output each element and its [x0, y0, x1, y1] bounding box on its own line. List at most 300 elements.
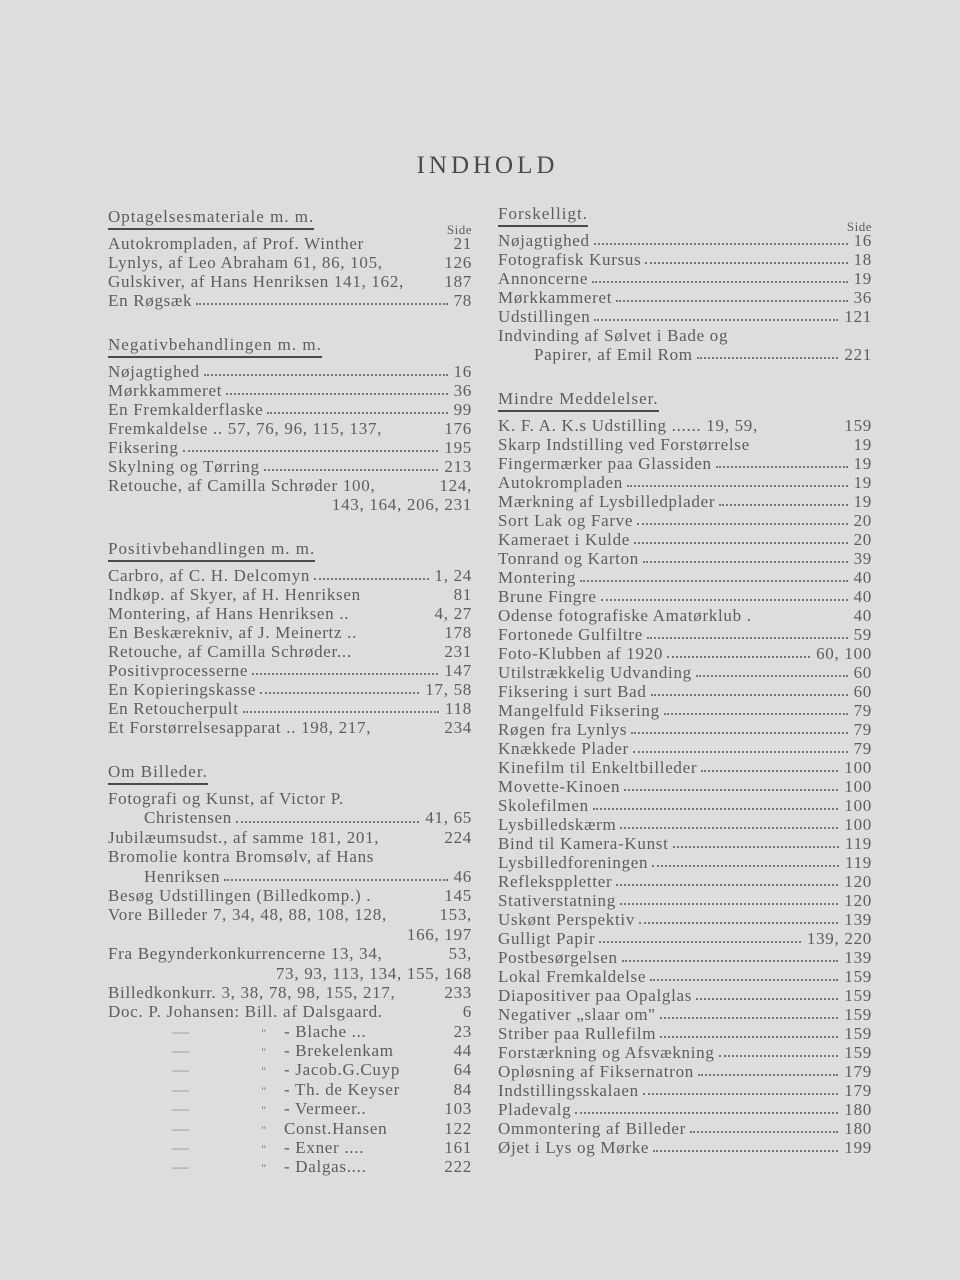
- dot-leader: [716, 466, 848, 468]
- entry-title: Movette-Kinoen: [498, 777, 621, 796]
- entry-title: Mørkkammeret: [108, 381, 223, 400]
- entry-pages: 4, 27: [434, 604, 472, 623]
- toc-entry: [108, 585, 472, 604]
- entry-title: Autokrompladen, af Prof. Winther: [108, 234, 365, 253]
- section-header: [108, 536, 472, 562]
- toc-entry: [108, 1138, 472, 1157]
- toc-entry: [108, 362, 472, 381]
- toc-entry: [108, 476, 472, 495]
- dot-leader: [624, 789, 838, 791]
- section-header: [498, 201, 872, 234]
- entry-pages: 103: [444, 1099, 472, 1119]
- toc-entry: [108, 699, 472, 718]
- toc-entry: [498, 1119, 872, 1138]
- entry-title: Kameraet i Kulde: [498, 530, 631, 549]
- entry-pages: 159: [844, 416, 872, 435]
- entry-title: - Th. de Keyser: [284, 1079, 400, 1099]
- dot-leader: [314, 578, 428, 580]
- dot-leader: [616, 884, 838, 886]
- entry-title: Knækkede Plader: [498, 739, 629, 758]
- entry-pages: 195: [444, 438, 472, 457]
- dot-leader: [653, 1150, 838, 1152]
- entry-title: Negativer „slaar om": [498, 1005, 656, 1024]
- section-header: [498, 386, 872, 412]
- section-heading: Mindre Meddelelser.: [498, 389, 659, 412]
- entry-pages: 118: [445, 699, 472, 718]
- dot-leader: [650, 979, 838, 981]
- entry-pages: 159: [844, 1005, 872, 1024]
- dot-leader: [592, 281, 848, 283]
- toc-entry: [498, 1138, 872, 1157]
- toc-entry: [108, 847, 472, 866]
- dot-leader: [637, 523, 847, 525]
- ditto-mark: ": [261, 1142, 267, 1157]
- entry-title: Skylning og Tørring: [108, 457, 260, 476]
- section-header: [108, 204, 472, 237]
- entry-pages: 36: [453, 381, 472, 400]
- toc-entry: [108, 400, 472, 419]
- entry-title: Mørkkammeret: [498, 288, 613, 307]
- toc-entry: [498, 511, 872, 530]
- toc-entry: [498, 948, 872, 967]
- entry-pages: 64: [453, 1060, 472, 1080]
- ditto-mark: ": [261, 1122, 267, 1137]
- entry-title: Lokal Fremkaldelse: [498, 967, 647, 986]
- entry-title: Papirer, af Emil Rom: [534, 345, 693, 364]
- dot-leader: [226, 393, 447, 395]
- entry-pages: 59: [853, 625, 872, 644]
- entry-pages: 19: [853, 473, 872, 492]
- toc-entry: [498, 568, 872, 587]
- dot-leader: [696, 675, 848, 677]
- toc-entry: [108, 291, 472, 310]
- entry-pages: 224: [444, 827, 472, 847]
- ditto-mark: ": [261, 1025, 267, 1040]
- toc-entry: [498, 530, 872, 549]
- dot-leader: [696, 998, 838, 1000]
- toc-entry: [498, 288, 872, 307]
- dot-leader: [673, 846, 840, 848]
- toc-entry: [498, 967, 872, 986]
- entry-title: Nøjagtighed: [498, 231, 590, 250]
- toc-entry: [108, 828, 472, 847]
- entry-title: Uskønt Perspektiv: [498, 910, 636, 929]
- dot-leader: [631, 732, 847, 734]
- entry-pages: 23: [453, 1021, 472, 1041]
- entry-title: Gulskiver, af Hans Henriksen 141, 162,: [108, 272, 404, 291]
- entry-title: - Brekelenkam: [284, 1041, 394, 1061]
- dot-leader: [652, 865, 839, 867]
- entry-title: Bind til Kamera-Kunst: [498, 834, 669, 853]
- entry-pages: 231: [444, 642, 472, 661]
- dot-leader: [260, 692, 419, 694]
- dot-leader: [601, 599, 848, 601]
- entry-pages: 121: [844, 307, 872, 326]
- dot-leader: [660, 1017, 839, 1019]
- entry-title: Fremkaldelse .. 57, 76, 96, 115, 137,: [108, 419, 383, 438]
- entry-pages: 79: [853, 701, 872, 720]
- ditto-dash: —: [172, 1118, 190, 1138]
- toc-entry: [498, 929, 872, 948]
- toc-entry: [108, 1099, 472, 1118]
- entry-title: Ommontering af Billeder: [498, 1119, 686, 1138]
- dot-leader: [698, 1074, 838, 1076]
- dot-leader: [224, 879, 447, 881]
- page-column-label: Side: [846, 219, 872, 234]
- toc-entry: [108, 661, 472, 680]
- toc-entry: [108, 925, 472, 944]
- toc-entry: [108, 566, 472, 585]
- toc-entry: [498, 345, 872, 364]
- entry-pages: 60, 100: [816, 644, 872, 663]
- toc-entry: [498, 1005, 872, 1024]
- entry-title: Fiksering i surt Bad: [498, 682, 647, 701]
- dot-leader: [690, 1131, 838, 1133]
- entry-title: En Røgsæk: [108, 291, 193, 310]
- toc-entry: [498, 1024, 872, 1043]
- entry-pages: 139: [844, 948, 872, 967]
- dot-leader: [639, 922, 838, 924]
- ditto-mark: ": [261, 1045, 267, 1060]
- entry-pages: 40: [853, 606, 872, 625]
- toc-entry: [498, 891, 872, 910]
- entry-pages: 139, 220: [806, 929, 872, 948]
- entry-title: Skarp Indstilling ved Forstørrelse: [498, 435, 750, 454]
- dot-leader: [651, 694, 848, 696]
- entry-pages: 222: [444, 1157, 472, 1177]
- toc-left-column: [108, 204, 472, 1177]
- entry-pages: 180: [844, 1100, 872, 1119]
- dot-leader: [719, 504, 847, 506]
- entry-pages: 179: [844, 1081, 872, 1100]
- entry-pages: 166, 197: [406, 924, 472, 944]
- toc-entry: [108, 381, 472, 400]
- entry-title: Fotografisk Kursus: [498, 250, 642, 269]
- entry-pages: 213: [444, 457, 472, 476]
- toc-section: [498, 201, 872, 364]
- entry-title: Refleksppletter: [498, 872, 613, 891]
- dot-leader: [620, 903, 838, 905]
- toc-entry: [498, 1081, 872, 1100]
- section-heading: Positivbehandlingen m. m.: [108, 539, 315, 562]
- entry-pages: 100: [844, 758, 872, 777]
- dot-leader: [264, 469, 439, 471]
- toc-entry: [108, 457, 472, 476]
- dot-leader: [643, 561, 848, 563]
- section-header: [108, 759, 472, 785]
- entry-pages: 159: [844, 1024, 872, 1043]
- entry-pages: 126: [444, 253, 472, 272]
- entry-title: Forstærkning og Afsvækning: [498, 1043, 715, 1062]
- entry-title: Pladevalg: [498, 1100, 572, 1119]
- dot-leader: [660, 1036, 838, 1038]
- toc-entry: [498, 701, 872, 720]
- entry-title: Vore Billeder 7, 34, 48, 88, 108, 128,: [108, 905, 387, 925]
- toc-entry: [108, 1119, 472, 1138]
- entry-pages: 120: [844, 872, 872, 891]
- toc-section: [108, 536, 472, 737]
- entry-title: Skolefilmen: [498, 796, 589, 815]
- entry-title: Autokrompladen: [498, 473, 623, 492]
- entry-title: Mangelfuld Fiksering: [498, 701, 660, 720]
- entry-title: Bromolie kontra Bromsølv, af Hans: [108, 847, 375, 867]
- dot-leader: [580, 580, 848, 582]
- ditto-dash: —: [172, 1041, 190, 1061]
- entry-pages: 153,: [439, 905, 472, 925]
- section-heading: Forskelligt.: [498, 204, 588, 227]
- entry-pages: 39: [853, 549, 872, 568]
- entry-pages: 41, 65: [425, 808, 472, 828]
- entry-title: Fiksering: [108, 438, 179, 457]
- entry-pages: 221: [844, 345, 872, 364]
- ditto-mark: ": [261, 1161, 267, 1176]
- entry-pages: 40: [853, 587, 872, 606]
- toc-entry: [498, 1043, 872, 1062]
- entry-pages: 36: [853, 288, 872, 307]
- entry-title: Tonrand og Karton: [498, 549, 640, 568]
- entry-title: En Beskærekniv, af J. Meinertz ..: [108, 623, 358, 642]
- entry-title: - Blache ...: [284, 1021, 367, 1041]
- entry-pages: 120: [844, 891, 872, 910]
- dot-leader: [183, 450, 439, 452]
- dot-leader: [593, 808, 839, 810]
- dot-leader: [627, 485, 848, 487]
- entry-title: En Fremkalderflaske: [108, 400, 264, 419]
- entry-title: - Jacob.G.Cuyp: [284, 1060, 401, 1080]
- dot-leader: [575, 1112, 838, 1114]
- entry-title: Fingermærker paa Glassiden: [498, 454, 712, 473]
- entry-pages: 1, 24: [434, 566, 472, 585]
- entry-title: Sort Lak og Farve: [498, 511, 634, 530]
- entry-title: Odense fotografiske Amatørklub .: [498, 606, 752, 625]
- page-title: INDHOLD: [416, 152, 559, 179]
- toc-entry: [498, 815, 872, 834]
- toc-entry: [498, 644, 872, 663]
- entry-title: Jubilæumsudst., af samme 181, 201,: [108, 827, 380, 847]
- toc-entry: [108, 272, 472, 291]
- entry-title: Mærkning af Lysbilledplader: [498, 492, 716, 511]
- entry-pages: 60: [853, 682, 872, 701]
- entry-pages: 159: [844, 986, 872, 1005]
- entry-pages: 18: [853, 250, 872, 269]
- entry-title: Utilstrækkelig Udvanding: [498, 663, 692, 682]
- entry-title: - Vermeer..: [284, 1099, 367, 1119]
- entry-pages: 79: [853, 739, 872, 758]
- entry-pages: 78: [453, 291, 472, 310]
- entry-title: Lynlys, af Leo Abraham 61, 86, 105,: [108, 253, 383, 272]
- ditto-dash: —: [172, 1079, 190, 1099]
- toc-entry: [108, 1080, 472, 1099]
- toc-entry: [108, 680, 472, 699]
- entry-pages: 180: [844, 1119, 872, 1138]
- toc-entry: [108, 905, 472, 924]
- entry-pages: 99: [453, 400, 472, 419]
- entry-title: Christensen: [144, 808, 232, 828]
- toc-entry: [108, 623, 472, 642]
- dot-leader: [701, 770, 838, 772]
- toc-entry: [498, 231, 872, 250]
- entry-pages: 20: [853, 530, 872, 549]
- toc-entry: [498, 682, 872, 701]
- entry-pages: 46: [453, 866, 472, 886]
- entry-title: Opløsning af Fiksernatron: [498, 1062, 694, 1081]
- entry-pages: 84: [453, 1079, 472, 1099]
- dot-leader: [236, 821, 419, 823]
- toc-section: [498, 386, 872, 1157]
- entry-title: Fortonede Gulfiltre: [498, 625, 644, 644]
- entry-pages: 100: [844, 815, 872, 834]
- dot-leader: [252, 673, 438, 675]
- toc-entry: [498, 416, 872, 435]
- dot-leader: [634, 542, 848, 544]
- section-header: [108, 332, 472, 358]
- entry-title: Indvinding af Sølvet i Bade og: [498, 326, 729, 345]
- toc-entry: [498, 473, 872, 492]
- toc-entry: [108, 808, 472, 827]
- toc-entry: [108, 1041, 472, 1060]
- dot-leader: [594, 243, 848, 245]
- dot-leader: [616, 300, 847, 302]
- entry-title: Et Forstørrelsesapparat .. 198, 217,: [108, 718, 372, 737]
- entry-title: Besøg Udstillingen (Billedkomp.) .: [108, 885, 372, 905]
- dot-leader: [643, 1093, 839, 1095]
- entry-pages: 19: [853, 492, 872, 511]
- toc-entry: [498, 739, 872, 758]
- ditto-mark: ": [261, 1064, 267, 1079]
- toc-entry: [498, 796, 872, 815]
- entry-title: Røgen fra Lynlys: [498, 720, 628, 739]
- entry-title: Lysbilledskærm: [498, 815, 617, 834]
- entry-pages: 119: [845, 853, 872, 872]
- entry-pages: 17, 58: [425, 680, 472, 699]
- entry-title: Striber paa Rullefilm: [498, 1024, 657, 1043]
- entry-title: Carbro, af C. H. Delcomyn: [108, 566, 311, 585]
- entry-pages: 19: [853, 269, 872, 288]
- entry-pages: 161: [444, 1138, 472, 1158]
- entry-title: Diapositiver paa Opalglas: [498, 986, 693, 1005]
- dot-leader: [667, 656, 810, 658]
- dot-leader: [697, 357, 839, 359]
- entry-title: Øjet i Lys og Mørke: [498, 1138, 650, 1157]
- entry-pages: 176: [444, 419, 472, 438]
- toc-entry: [108, 1157, 472, 1176]
- toc-entry: [498, 777, 872, 796]
- entry-pages: 139: [844, 910, 872, 929]
- toc-entry: [498, 853, 872, 872]
- entry-title: Const.Hansen: [284, 1118, 388, 1138]
- toc-entry: [108, 886, 472, 905]
- toc-section: [108, 759, 472, 1177]
- toc-entry: [108, 438, 472, 457]
- entry-pages: 122: [444, 1118, 472, 1138]
- entry-title: Indstillingsskalaen: [498, 1081, 639, 1100]
- dot-leader: [633, 751, 848, 753]
- entry-title: Stativerstatning: [498, 891, 616, 910]
- toc-entry: [108, 419, 472, 438]
- entry-title: Brune Fingre: [498, 587, 597, 606]
- entry-title: Montering, af Hans Henriksen ..: [108, 604, 350, 623]
- entry-pages: 147: [444, 661, 472, 680]
- entry-pages: 81: [453, 585, 472, 604]
- toc-entry: [498, 872, 872, 891]
- entry-title: - Exner ....: [284, 1138, 365, 1158]
- entry-title: Udstillingen: [498, 307, 591, 326]
- entry-pages: 187: [444, 272, 472, 291]
- entry-title: Gulligt Papir: [498, 929, 596, 948]
- toc-entry: [498, 454, 872, 473]
- toc-entry: [108, 789, 472, 808]
- dot-leader: [196, 303, 447, 305]
- entry-pages: 234: [444, 718, 472, 737]
- toc-entry: [108, 253, 472, 272]
- entry-title: - Dalgas....: [284, 1157, 367, 1177]
- toc-entry: [108, 944, 472, 963]
- entry-pages: 73, 93, 113, 134, 155, 168: [275, 963, 472, 983]
- entry-title: Positivprocesserne: [108, 661, 249, 680]
- toc-entry: [108, 1022, 472, 1041]
- toc-entry: [108, 495, 472, 514]
- dot-leader: [620, 827, 838, 829]
- entry-pages: 79: [853, 720, 872, 739]
- dot-leader: [622, 960, 839, 962]
- toc-entry: [498, 758, 872, 777]
- entry-title: Billedkonkurr. 3, 38, 78, 98, 155, 217,: [108, 982, 396, 1002]
- toc-entry: [108, 964, 472, 983]
- entry-pages: 124,: [439, 476, 472, 495]
- entry-pages: 145: [444, 885, 472, 905]
- section-heading: Optagelsesmateriale m. m.: [108, 207, 314, 230]
- entry-title: Postbesørgelsen: [498, 948, 618, 967]
- entry-pages: 119: [845, 834, 872, 853]
- toc-entry: [498, 435, 872, 454]
- toc-entry: [498, 1062, 872, 1081]
- toc-entry: [108, 1060, 472, 1079]
- entry-pages: 44: [453, 1041, 472, 1061]
- entry-pages: 143, 164, 206, 231: [331, 495, 472, 514]
- section-heading: Om Billeder.: [108, 762, 208, 785]
- entry-title: Doc. P. Johansen: Bill. af Dalsgaard.: [108, 1002, 383, 1022]
- entry-pages: 159: [844, 967, 872, 986]
- toc-entry: [498, 720, 872, 739]
- toc-entry: [498, 606, 872, 625]
- ditto-dash: —: [172, 1021, 190, 1041]
- toc-entry: [498, 834, 872, 853]
- dot-leader: [204, 374, 448, 376]
- entry-pages: 100: [844, 796, 872, 815]
- entry-title: Retouche, af Camilla Schrøder...: [108, 642, 352, 661]
- toc-entry: [108, 642, 472, 661]
- entry-title: Montering: [498, 568, 577, 587]
- entry-pages: 40: [853, 568, 872, 587]
- toc-section: [108, 332, 472, 514]
- entry-pages: 53,: [448, 944, 472, 964]
- toc-entry: [498, 663, 872, 682]
- entry-title: En Kopieringskasse: [108, 680, 257, 699]
- ditto-mark: ": [261, 1083, 267, 1098]
- dot-leader: [267, 412, 447, 414]
- toc-entry: [498, 1100, 872, 1119]
- ditto-dash: —: [172, 1138, 190, 1158]
- toc-entry: [108, 604, 472, 623]
- entry-pages: 21: [453, 234, 472, 253]
- toc-entry: [108, 718, 472, 737]
- toc-entry: [108, 867, 472, 886]
- toc-entry: [498, 250, 872, 269]
- entry-pages: 19: [853, 454, 872, 473]
- toc-entry: [108, 983, 472, 1002]
- dot-leader: [719, 1055, 839, 1057]
- dot-leader: [599, 941, 800, 943]
